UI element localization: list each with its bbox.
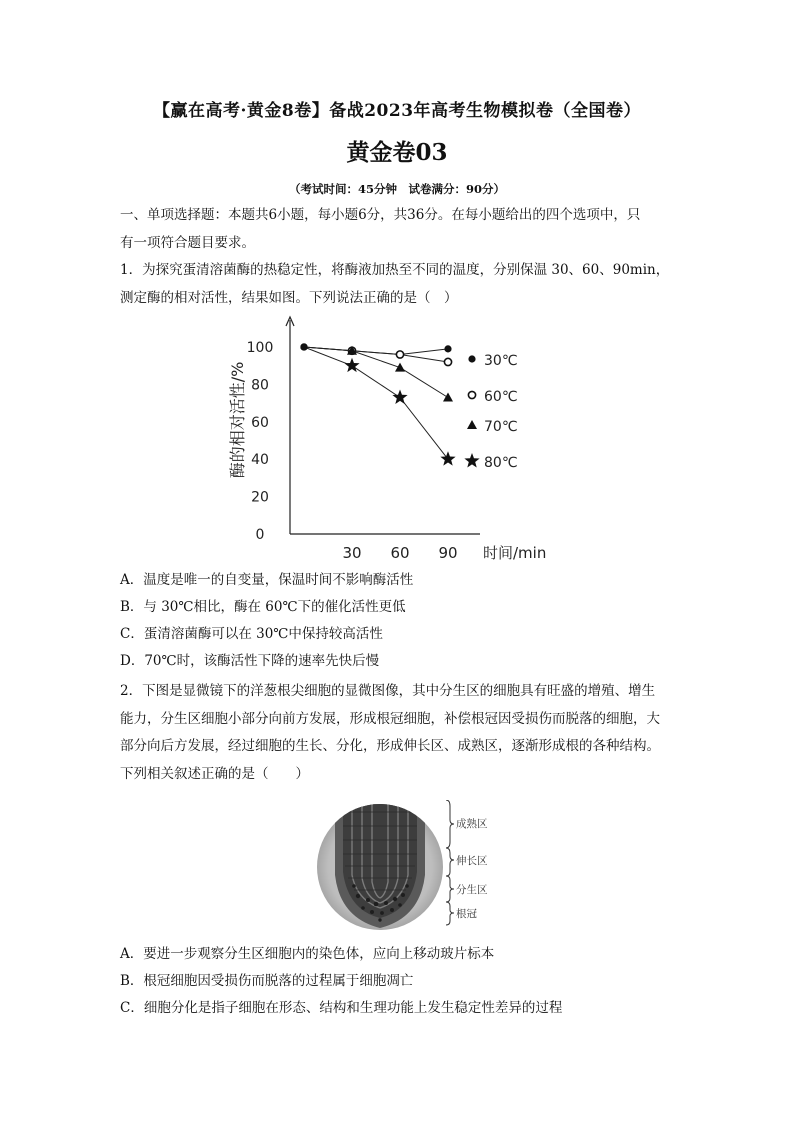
q1-option-a: A．温度是唯一的自变量，保温时间不影响酶活性: [120, 572, 414, 588]
y-tick-label: 80: [251, 377, 269, 394]
enzyme-activity-chart: [225, 310, 585, 570]
legend-label: 30℃: [484, 353, 518, 369]
q1-option-b: B．与 30℃相比，酶在 60℃下的催化活性更低: [120, 599, 406, 615]
label-root-cap: 根冠: [456, 908, 477, 920]
q2-option-a: A．要进一步观察分生区细胞内的染色体，应向上移动玻片标本: [120, 946, 495, 962]
stem-line: 测定酶的相对活性，结果如图。下列说法正确的是（ ）: [120, 289, 458, 306]
x-tick-label: 90: [438, 544, 458, 562]
series-line: [304, 347, 448, 362]
label-elongation-zone: 伸长区: [456, 855, 488, 867]
label-meristem-zone: 分生区: [456, 884, 488, 896]
label-maturation-zone: 成熟区: [456, 818, 488, 830]
q2-option-b: B．根冠细胞因受损伤而脱落的过程属于细胞凋亡: [120, 973, 414, 989]
data-point: [300, 343, 307, 350]
data-point: [440, 451, 455, 465]
legend-item: [464, 453, 517, 471]
chart-legend: [464, 353, 517, 471]
legend-marker: [468, 391, 475, 398]
region-brackets: [446, 800, 454, 925]
legend-label: 70℃: [484, 419, 518, 435]
series-line: [304, 347, 448, 397]
data-point: [344, 358, 359, 372]
question-2-stem: [120, 678, 680, 788]
q2-option-c: C．细胞分化是指子细胞在形态、结构和生理功能上发生稳定性差异的过程: [120, 1000, 563, 1016]
data-point: [444, 345, 451, 352]
y-tick-label: 0: [255, 527, 265, 543]
instruction-line: 有一项符合题目要求。: [120, 234, 255, 251]
stem-line: 部分向后方发展，经过细胞的生长、分化，形成伸长区、成熟区，逐渐形成根的各种结构。: [120, 738, 660, 754]
micrograph-image: [317, 800, 443, 930]
legend-item: [468, 353, 517, 369]
legend-marker: [464, 453, 479, 467]
y-axis-label: 酶的相对活性/%: [228, 361, 247, 479]
series-line: [304, 347, 448, 459]
stem-line: 能力，分生区细胞小部分向前方发展，形成根冠细胞，补偿根冠因受损伤而脱落的细胞，大: [120, 710, 660, 727]
stem-line: 1．为探究蛋清溶菌酶的热稳定性，将酶液加热至不同的温度，分别保温 30、60、90min，: [120, 262, 670, 278]
series-line: [304, 347, 448, 354]
data-point: [396, 351, 403, 358]
series-dot: [300, 343, 451, 358]
exam-series-title: 【赢在高考·黄金8卷】备战2023年高考生物模拟卷（全国卷）: [152, 101, 642, 121]
x-axis-label: 时间/min: [483, 544, 547, 562]
data-point: [444, 358, 451, 365]
paper-title: 黄金卷03: [346, 139, 448, 166]
q1-option-c: C．蛋清溶菌酶可以在 30℃中保持较高活性: [120, 626, 383, 642]
legend-label: 80℃: [484, 455, 518, 471]
section-instruction: [120, 202, 680, 257]
y-tick-label: 40: [251, 452, 269, 469]
data-point: [443, 392, 453, 401]
stem-line: 2．下图是显微镜下的洋葱根尖细胞的显微图像，其中分生区的细胞具有旺盛的增殖、增生: [120, 683, 656, 699]
stem-line: 下列相关叙述正确的是（ ）: [120, 765, 309, 782]
series-star: [300, 343, 455, 465]
x-tick-label: 30: [342, 544, 362, 562]
data-point: [395, 363, 405, 372]
y-tick-label: 60: [251, 414, 269, 431]
exam-info: （考试时间：45分钟 试卷满分：90分）: [288, 182, 505, 196]
chart-series: [300, 343, 455, 465]
instruction-line: 一、单项选择题：本题共6小题，每小题6分，共36分。在每小题给出的四个选项中，只: [120, 207, 641, 223]
x-tick-label: 60: [390, 544, 410, 562]
question-1-stem: [120, 257, 680, 312]
q1-option-d: D．70℃时，该酶活性下降的速率先快后慢: [120, 653, 380, 669]
legend-label: 60℃: [484, 389, 518, 405]
series-triangle: [300, 343, 453, 401]
legend-marker: [467, 420, 477, 429]
y-tick-label: 20: [251, 489, 269, 506]
legend-item: [468, 389, 517, 405]
data-point: [392, 389, 407, 403]
y-tick-label: 100: [246, 340, 274, 356]
legend-item: [467, 419, 518, 435]
legend-marker: [468, 355, 475, 362]
